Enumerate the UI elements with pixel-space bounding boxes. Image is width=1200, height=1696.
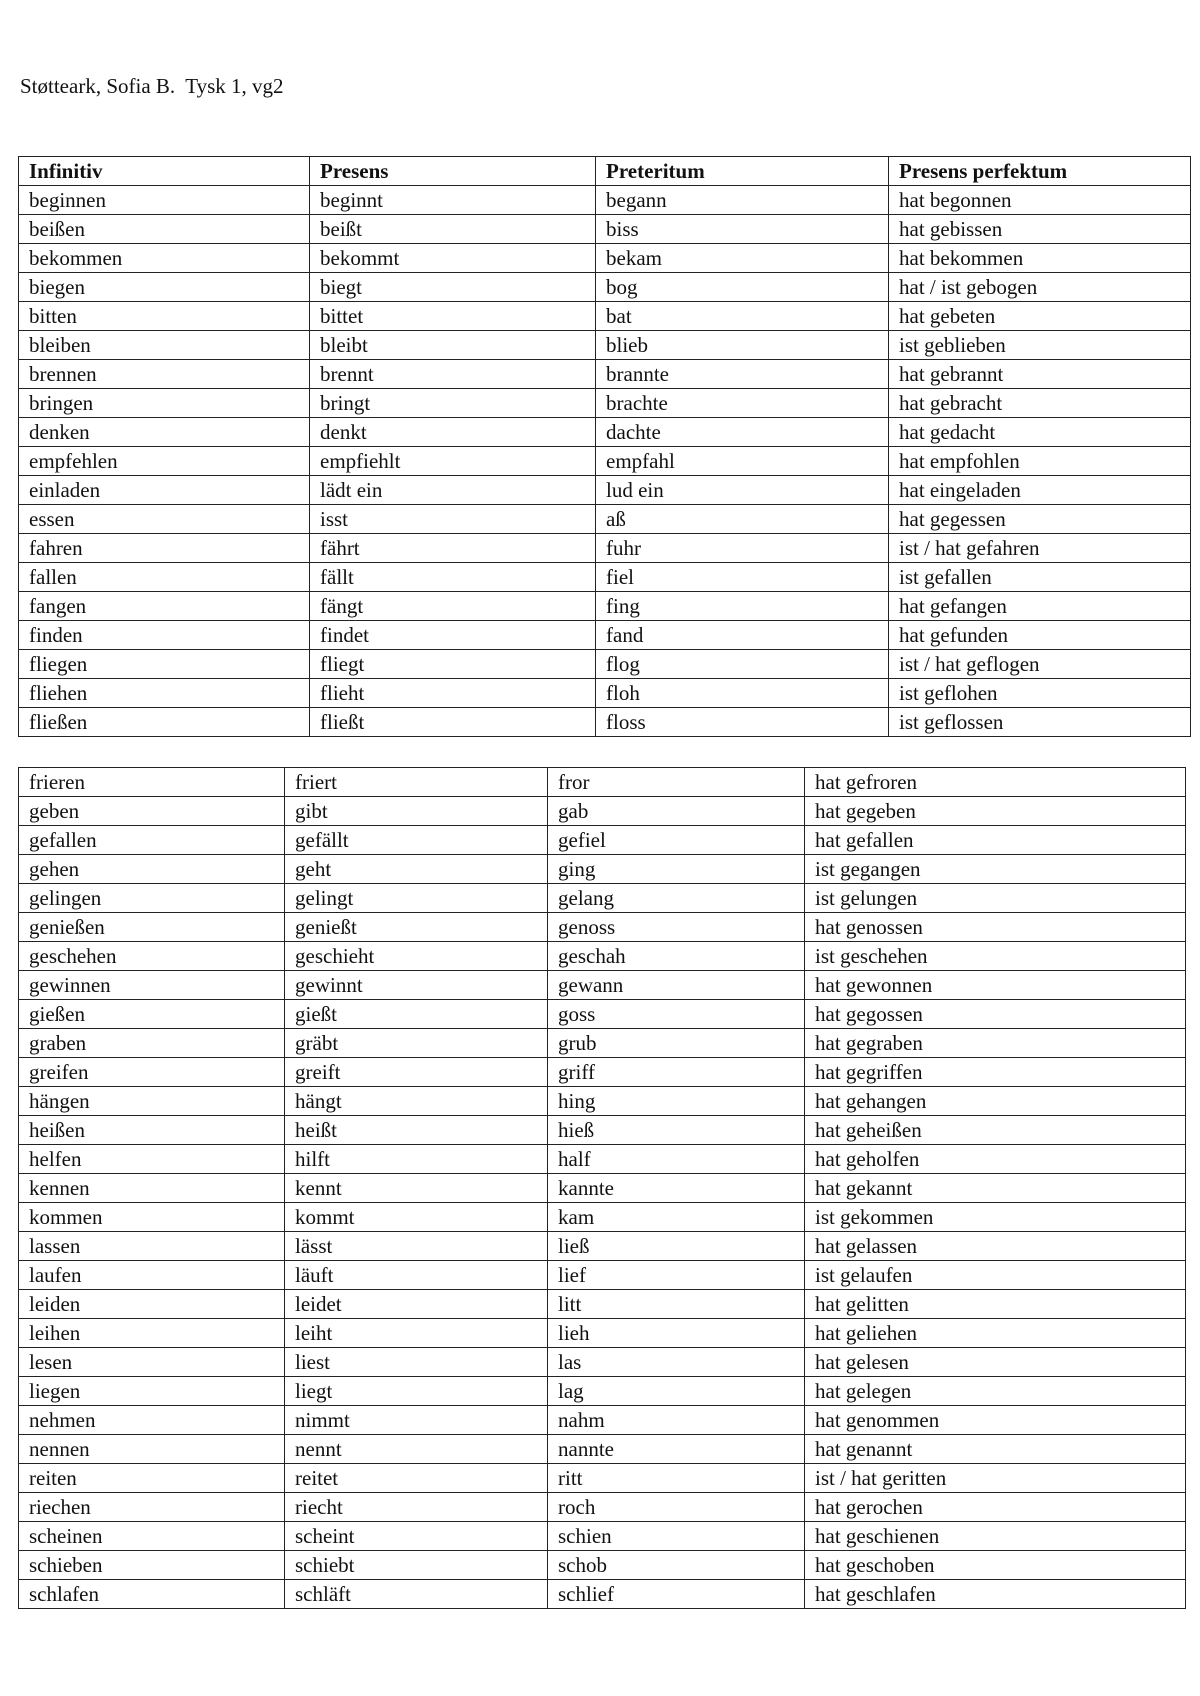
presens-cell: lässt bbox=[285, 1232, 548, 1261]
perfektum-cell: hat geheißen bbox=[805, 1116, 1186, 1145]
infinitiv-cell: fahren bbox=[19, 534, 310, 563]
preteritum-cell: ritt bbox=[548, 1464, 805, 1493]
presens-cell: beißt bbox=[310, 215, 596, 244]
infinitiv-cell: graben bbox=[19, 1029, 285, 1058]
preteritum-cell: kam bbox=[548, 1203, 805, 1232]
perfektum-cell: hat geliehen bbox=[805, 1319, 1186, 1348]
presens-cell: gefällt bbox=[285, 826, 548, 855]
presens-cell: riecht bbox=[285, 1493, 548, 1522]
preteritum-cell: empfahl bbox=[596, 447, 889, 476]
table-row bbox=[19, 913, 1186, 942]
infinitiv-cell: essen bbox=[19, 505, 310, 534]
table-row bbox=[19, 563, 1191, 592]
perfektum-cell: ist gegangen bbox=[805, 855, 1186, 884]
header-preteritum: Preteritum bbox=[596, 157, 889, 186]
presens-cell: scheint bbox=[285, 1522, 548, 1551]
table-row bbox=[19, 942, 1186, 971]
table-row bbox=[19, 1522, 1186, 1551]
infinitiv-cell: genießen bbox=[19, 913, 285, 942]
preteritum-cell: hieß bbox=[548, 1116, 805, 1145]
preteritum-cell: biss bbox=[596, 215, 889, 244]
preteritum-cell: flog bbox=[596, 650, 889, 679]
table-row bbox=[19, 447, 1191, 476]
table-row bbox=[19, 1058, 1186, 1087]
presens-cell: gießt bbox=[285, 1000, 548, 1029]
presens-cell: denkt bbox=[310, 418, 596, 447]
preteritum-cell: brachte bbox=[596, 389, 889, 418]
table-row bbox=[19, 331, 1191, 360]
perfektum-cell: hat / ist gebogen bbox=[889, 273, 1191, 302]
preteritum-cell: grub bbox=[548, 1029, 805, 1058]
infinitiv-cell: helfen bbox=[19, 1145, 285, 1174]
preteritum-cell: las bbox=[548, 1348, 805, 1377]
infinitiv-cell: hängen bbox=[19, 1087, 285, 1116]
infinitiv-cell: lesen bbox=[19, 1348, 285, 1377]
presens-cell: fährt bbox=[310, 534, 596, 563]
presens-cell: flieht bbox=[310, 679, 596, 708]
perfektum-cell: ist / hat geflogen bbox=[889, 650, 1191, 679]
perfektum-cell: ist gekommen bbox=[805, 1203, 1186, 1232]
presens-cell: heißt bbox=[285, 1116, 548, 1145]
infinitiv-cell: greifen bbox=[19, 1058, 285, 1087]
table-row bbox=[19, 360, 1191, 389]
table-row bbox=[19, 679, 1191, 708]
presens-cell: isst bbox=[310, 505, 596, 534]
presens-cell: bleibt bbox=[310, 331, 596, 360]
table-row bbox=[19, 592, 1191, 621]
table-row bbox=[19, 971, 1186, 1000]
infinitiv-cell: nennen bbox=[19, 1435, 285, 1464]
preteritum-cell: aß bbox=[596, 505, 889, 534]
table-row bbox=[19, 884, 1186, 913]
table-row bbox=[19, 1290, 1186, 1319]
presens-cell: leidet bbox=[285, 1290, 548, 1319]
infinitiv-cell: bringen bbox=[19, 389, 310, 418]
table-row bbox=[19, 389, 1191, 418]
perfektum-cell: hat gegeben bbox=[805, 797, 1186, 826]
presens-cell: läuft bbox=[285, 1261, 548, 1290]
infinitiv-cell: gießen bbox=[19, 1000, 285, 1029]
presens-cell: biegt bbox=[310, 273, 596, 302]
infinitiv-cell: fallen bbox=[19, 563, 310, 592]
presens-cell: empfiehlt bbox=[310, 447, 596, 476]
preteritum-cell: genoss bbox=[548, 913, 805, 942]
table-row bbox=[19, 1261, 1186, 1290]
perfektum-cell: hat gekannt bbox=[805, 1174, 1186, 1203]
table-row bbox=[19, 418, 1191, 447]
document-title: Støtteark, Sofia B. Tysk 1, vg2 bbox=[20, 74, 284, 98]
infinitiv-cell: fangen bbox=[19, 592, 310, 621]
preteritum-cell: schlief bbox=[548, 1580, 805, 1609]
infinitiv-cell: schlafen bbox=[19, 1580, 285, 1609]
infinitiv-cell: riechen bbox=[19, 1493, 285, 1522]
perfektum-cell: hat gebeten bbox=[889, 302, 1191, 331]
preteritum-cell: schien bbox=[548, 1522, 805, 1551]
infinitiv-cell: bekommen bbox=[19, 244, 310, 273]
table-row bbox=[19, 1116, 1186, 1145]
preteritum-cell: lieh bbox=[548, 1319, 805, 1348]
infinitiv-cell: gewinnen bbox=[19, 971, 285, 1000]
preteritum-cell: fiel bbox=[596, 563, 889, 592]
preteritum-cell: roch bbox=[548, 1493, 805, 1522]
perfektum-cell: hat gelassen bbox=[805, 1232, 1186, 1261]
perfektum-cell: hat geholfen bbox=[805, 1145, 1186, 1174]
preteritum-cell: fing bbox=[596, 592, 889, 621]
infinitiv-cell: bleiben bbox=[19, 331, 310, 360]
table-header-row bbox=[19, 157, 1191, 186]
presens-cell: nimmt bbox=[285, 1406, 548, 1435]
infinitiv-cell: beißen bbox=[19, 215, 310, 244]
infinitiv-cell: liegen bbox=[19, 1377, 285, 1406]
preteritum-cell: nahm bbox=[548, 1406, 805, 1435]
infinitiv-cell: empfehlen bbox=[19, 447, 310, 476]
table-row bbox=[19, 768, 1186, 797]
perfektum-cell: ist geflohen bbox=[889, 679, 1191, 708]
perfektum-cell: hat gebissen bbox=[889, 215, 1191, 244]
perfektum-cell: ist gelungen bbox=[805, 884, 1186, 913]
infinitiv-cell: reiten bbox=[19, 1464, 285, 1493]
table-row bbox=[19, 302, 1191, 331]
infinitiv-cell: denken bbox=[19, 418, 310, 447]
presens-cell: bekommt bbox=[310, 244, 596, 273]
infinitiv-cell: lassen bbox=[19, 1232, 285, 1261]
infinitiv-cell: biegen bbox=[19, 273, 310, 302]
presens-cell: gewinnt bbox=[285, 971, 548, 1000]
verb-table-2 bbox=[18, 767, 1186, 1609]
preteritum-cell: half bbox=[548, 1145, 805, 1174]
preteritum-cell: fand bbox=[596, 621, 889, 650]
table-row bbox=[19, 1406, 1186, 1435]
preteritum-cell: fror bbox=[548, 768, 805, 797]
infinitiv-cell: beginnen bbox=[19, 186, 310, 215]
table-row bbox=[19, 621, 1191, 650]
preteritum-cell: floss bbox=[596, 708, 889, 737]
table-row bbox=[19, 1203, 1186, 1232]
table-row bbox=[19, 650, 1191, 679]
presens-cell: liegt bbox=[285, 1377, 548, 1406]
table-row bbox=[19, 1551, 1186, 1580]
table-row bbox=[19, 1174, 1186, 1203]
perfektum-cell: hat empfohlen bbox=[889, 447, 1191, 476]
perfektum-cell: ist / hat gefahren bbox=[889, 534, 1191, 563]
perfektum-cell: hat bekommen bbox=[889, 244, 1191, 273]
presens-cell: schiebt bbox=[285, 1551, 548, 1580]
presens-cell: gibt bbox=[285, 797, 548, 826]
table-row bbox=[19, 1000, 1186, 1029]
perfektum-cell: hat gebrannt bbox=[889, 360, 1191, 389]
table-row bbox=[19, 186, 1191, 215]
presens-cell: geht bbox=[285, 855, 548, 884]
table-row bbox=[19, 1087, 1186, 1116]
presens-cell: reitet bbox=[285, 1464, 548, 1493]
presens-cell: kennt bbox=[285, 1174, 548, 1203]
preteritum-cell: lief bbox=[548, 1261, 805, 1290]
presens-cell: fängt bbox=[310, 592, 596, 621]
presens-cell: friert bbox=[285, 768, 548, 797]
infinitiv-cell: fliehen bbox=[19, 679, 310, 708]
perfektum-cell: hat genossen bbox=[805, 913, 1186, 942]
perfektum-cell: hat gegriffen bbox=[805, 1058, 1186, 1087]
perfektum-cell: hat geschienen bbox=[805, 1522, 1186, 1551]
perfektum-cell: hat gefroren bbox=[805, 768, 1186, 797]
preteritum-cell: fuhr bbox=[596, 534, 889, 563]
table-row bbox=[19, 273, 1191, 302]
preteritum-cell: goss bbox=[548, 1000, 805, 1029]
perfektum-cell: hat begonnen bbox=[889, 186, 1191, 215]
preteritum-cell: brannte bbox=[596, 360, 889, 389]
preteritum-cell: gelang bbox=[548, 884, 805, 913]
preteritum-cell: dachte bbox=[596, 418, 889, 447]
presens-cell: beginnt bbox=[310, 186, 596, 215]
table-row bbox=[19, 1348, 1186, 1377]
infinitiv-cell: kennen bbox=[19, 1174, 285, 1203]
presens-cell: leiht bbox=[285, 1319, 548, 1348]
presens-cell: greift bbox=[285, 1058, 548, 1087]
perfektum-cell: hat gelesen bbox=[805, 1348, 1186, 1377]
preteritum-cell: floh bbox=[596, 679, 889, 708]
presens-cell: findet bbox=[310, 621, 596, 650]
header-presens-perfektum: Presens perfektum bbox=[889, 157, 1191, 186]
perfektum-cell: hat geschlafen bbox=[805, 1580, 1186, 1609]
presens-cell: schläft bbox=[285, 1580, 548, 1609]
preteritum-cell: bekam bbox=[596, 244, 889, 273]
verb-table-1 bbox=[18, 156, 1191, 737]
perfektum-cell: ist gefallen bbox=[889, 563, 1191, 592]
table-row bbox=[19, 826, 1186, 855]
presens-cell: genießt bbox=[285, 913, 548, 942]
preteritum-cell: griff bbox=[548, 1058, 805, 1087]
perfektum-cell: hat geschoben bbox=[805, 1551, 1186, 1580]
perfektum-cell: hat gedacht bbox=[889, 418, 1191, 447]
table-row bbox=[19, 534, 1191, 563]
perfektum-cell: ist gelaufen bbox=[805, 1261, 1186, 1290]
perfektum-cell: hat gegessen bbox=[889, 505, 1191, 534]
perfektum-cell: hat gefunden bbox=[889, 621, 1191, 650]
infinitiv-cell: scheinen bbox=[19, 1522, 285, 1551]
preteritum-cell: bat bbox=[596, 302, 889, 331]
infinitiv-cell: brennen bbox=[19, 360, 310, 389]
table-row bbox=[19, 1493, 1186, 1522]
preteritum-cell: gewann bbox=[548, 971, 805, 1000]
perfektum-cell: hat gebracht bbox=[889, 389, 1191, 418]
infinitiv-cell: bitten bbox=[19, 302, 310, 331]
infinitiv-cell: geschehen bbox=[19, 942, 285, 971]
presens-cell: kommt bbox=[285, 1203, 548, 1232]
perfektum-cell: hat gerochen bbox=[805, 1493, 1186, 1522]
infinitiv-cell: fließen bbox=[19, 708, 310, 737]
table-row bbox=[19, 1319, 1186, 1348]
perfektum-cell: hat gelitten bbox=[805, 1290, 1186, 1319]
presens-cell: geschieht bbox=[285, 942, 548, 971]
header-presens: Presens bbox=[310, 157, 596, 186]
perfektum-cell: hat eingeladen bbox=[889, 476, 1191, 505]
table-row bbox=[19, 1029, 1186, 1058]
presens-cell: hilft bbox=[285, 1145, 548, 1174]
presens-cell: gelingt bbox=[285, 884, 548, 913]
infinitiv-cell: nehmen bbox=[19, 1406, 285, 1435]
preteritum-cell: nannte bbox=[548, 1435, 805, 1464]
infinitiv-cell: gefallen bbox=[19, 826, 285, 855]
preteritum-cell: ging bbox=[548, 855, 805, 884]
table-row bbox=[19, 1145, 1186, 1174]
perfektum-cell: hat gelegen bbox=[805, 1377, 1186, 1406]
perfektum-cell: ist / hat geritten bbox=[805, 1464, 1186, 1493]
table-row bbox=[19, 244, 1191, 273]
presens-cell: nennt bbox=[285, 1435, 548, 1464]
presens-cell: fällt bbox=[310, 563, 596, 592]
table-row bbox=[19, 1580, 1186, 1609]
perfektum-cell: ist geflossen bbox=[889, 708, 1191, 737]
perfektum-cell: ist geschehen bbox=[805, 942, 1186, 971]
infinitiv-cell: einladen bbox=[19, 476, 310, 505]
preteritum-cell: geschah bbox=[548, 942, 805, 971]
presens-cell: lädt ein bbox=[310, 476, 596, 505]
infinitiv-cell: geben bbox=[19, 797, 285, 826]
preteritum-cell: bog bbox=[596, 273, 889, 302]
preteritum-cell: hing bbox=[548, 1087, 805, 1116]
table-row bbox=[19, 797, 1186, 826]
presens-cell: fließt bbox=[310, 708, 596, 737]
table-row bbox=[19, 505, 1191, 534]
preteritum-cell: gefiel bbox=[548, 826, 805, 855]
preteritum-cell: schob bbox=[548, 1551, 805, 1580]
header-infinitiv: Infinitiv bbox=[19, 157, 310, 186]
perfektum-cell: hat gefangen bbox=[889, 592, 1191, 621]
table-row bbox=[19, 1377, 1186, 1406]
preteritum-cell: lag bbox=[548, 1377, 805, 1406]
perfektum-cell: hat genommen bbox=[805, 1406, 1186, 1435]
infinitiv-cell: kommen bbox=[19, 1203, 285, 1232]
table-row bbox=[19, 708, 1191, 737]
presens-cell: bringt bbox=[310, 389, 596, 418]
table-row bbox=[19, 855, 1186, 884]
presens-cell: brennt bbox=[310, 360, 596, 389]
preteritum-cell: blieb bbox=[596, 331, 889, 360]
infinitiv-cell: leiden bbox=[19, 1290, 285, 1319]
preteritum-cell: litt bbox=[548, 1290, 805, 1319]
infinitiv-cell: heißen bbox=[19, 1116, 285, 1145]
perfektum-cell: hat gewonnen bbox=[805, 971, 1186, 1000]
infinitiv-cell: finden bbox=[19, 621, 310, 650]
infinitiv-cell: frieren bbox=[19, 768, 285, 797]
table-row bbox=[19, 1435, 1186, 1464]
presens-cell: bittet bbox=[310, 302, 596, 331]
infinitiv-cell: gehen bbox=[19, 855, 285, 884]
table-row bbox=[19, 1232, 1186, 1261]
presens-cell: gräbt bbox=[285, 1029, 548, 1058]
infinitiv-cell: gelingen bbox=[19, 884, 285, 913]
perfektum-cell: hat gefallen bbox=[805, 826, 1186, 855]
perfektum-cell: hat gegraben bbox=[805, 1029, 1186, 1058]
presens-cell: liest bbox=[285, 1348, 548, 1377]
perfektum-cell: hat genannt bbox=[805, 1435, 1186, 1464]
preteritum-cell: ließ bbox=[548, 1232, 805, 1261]
preteritum-cell: gab bbox=[548, 797, 805, 826]
table-row bbox=[19, 215, 1191, 244]
preteritum-cell: lud ein bbox=[596, 476, 889, 505]
perfektum-cell: hat gehangen bbox=[805, 1087, 1186, 1116]
infinitiv-cell: leihen bbox=[19, 1319, 285, 1348]
preteritum-cell: begann bbox=[596, 186, 889, 215]
presens-cell: hängt bbox=[285, 1087, 548, 1116]
infinitiv-cell: laufen bbox=[19, 1261, 285, 1290]
table-row bbox=[19, 476, 1191, 505]
infinitiv-cell: fliegen bbox=[19, 650, 310, 679]
table-row bbox=[19, 1464, 1186, 1493]
preteritum-cell: kannte bbox=[548, 1174, 805, 1203]
perfektum-cell: hat gegossen bbox=[805, 1000, 1186, 1029]
presens-cell: fliegt bbox=[310, 650, 596, 679]
infinitiv-cell: schieben bbox=[19, 1551, 285, 1580]
perfektum-cell: ist geblieben bbox=[889, 331, 1191, 360]
